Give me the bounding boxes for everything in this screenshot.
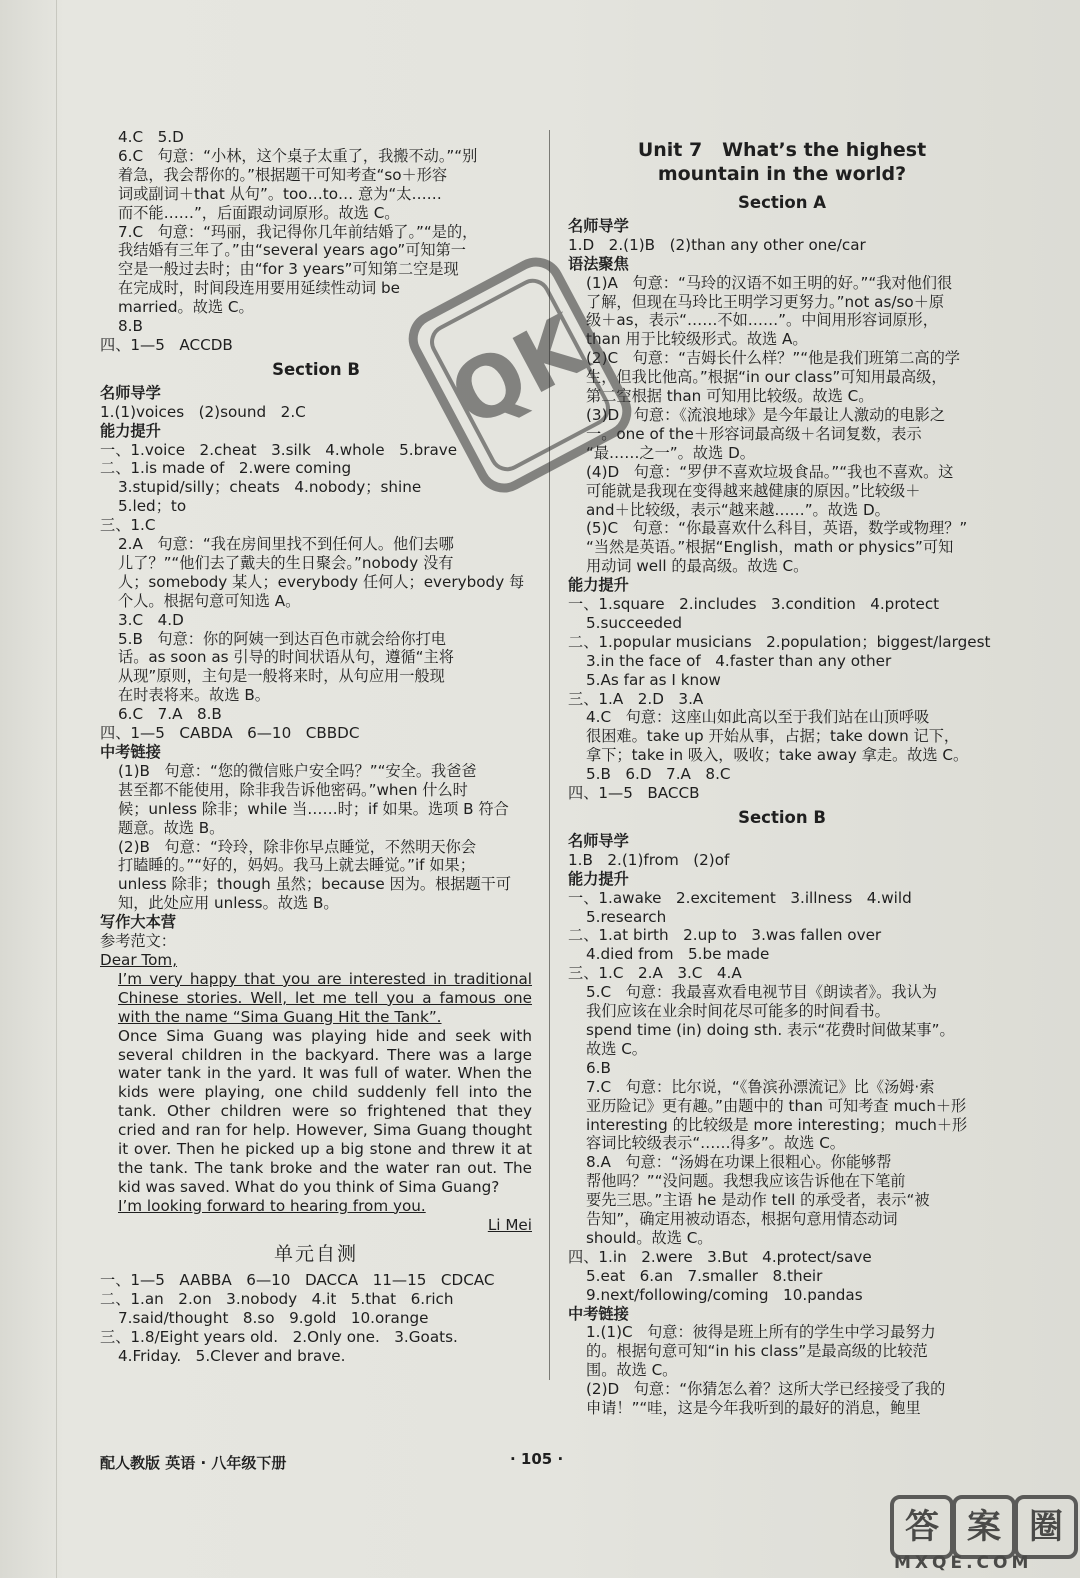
text-line: 的。根据句意可知“in his class”是最高级的比较范	[586, 1342, 928, 1361]
section-b-title: Section B	[272, 359, 360, 379]
answer-line: 1.B 2.(1)from (2)of	[568, 850, 730, 869]
text-line: 4.died from 5.be made	[586, 945, 770, 964]
text-line: (5)C 句意：“你最喜欢什么科目，英语，数学或物理？”	[586, 519, 968, 538]
text-line: married。故选 C。	[118, 298, 254, 317]
text-line: 5.B 句意：你的阿姨一到达百色市就会给你打电	[118, 629, 446, 648]
text-line: (2)B 句意：“玲玲，除非你早点睡觉，不然明天你会	[118, 837, 477, 856]
text-line: 三、1.C	[100, 516, 156, 535]
self-test-answers	[100, 1271, 532, 1366]
text-line: 一、1.awake 2.excitement 3.illness 4.wild	[568, 888, 912, 907]
text-line: 要先三思。”主语 he 是动作 tell 的承受者，表示“被	[586, 1191, 930, 1210]
unit-title-line-1: Unit 7 What’s the highest	[637, 139, 927, 161]
section-b-title: Section B	[738, 808, 826, 827]
text-line: 我结婚有三年了。”由“several years ago”可知第一	[118, 241, 466, 260]
page-gutter-line	[56, 0, 57, 1578]
text-line: 6.C 7.A 8.B	[118, 705, 222, 724]
text-line: 6.C 句意：“小林，这个桌子太重了，我搬不动。”“别	[118, 146, 478, 165]
stamp-text: QK	[434, 296, 602, 447]
watermark-logo	[890, 1495, 1080, 1575]
section-a-title: Section A	[738, 193, 826, 212]
text-line: 一、1.voice 2.cheat 3.silk 4.whole 5.brave	[100, 440, 458, 459]
heading-ability: 能力提升	[568, 869, 629, 888]
text-line: 5.B 6.D 7.A 8.C	[586, 765, 731, 784]
watermark-char: 答	[890, 1495, 954, 1559]
heading-exam-link: 中考链接	[100, 743, 161, 761]
text-line: 题意。故选 B。	[118, 818, 225, 837]
heading-grammar-focus: 语法聚焦	[568, 254, 629, 273]
heading-teacher-guide: 名师导学	[568, 216, 629, 235]
text-line: unless 除非；though 虽然；because 因为。根据题干可	[118, 875, 512, 894]
text-line: 儿了？”“他们去了戴夫的生日聚会。”nobody 没有	[118, 553, 454, 572]
text-line: 二、1.an 2.on 3.nobody 4.it 5.that 6.rich	[100, 1290, 454, 1309]
right-column	[568, 128, 996, 1418]
text-line: 一、1—5 AABBA 6—10 DACCA 11—15 CDCAC	[100, 1271, 495, 1290]
answer-line: 1.(1)voices (2)sound 2.C	[100, 402, 306, 421]
text-line: 4.C 5.D	[118, 128, 184, 146]
text-line: 三、1.A 2.D 3.A	[568, 689, 704, 708]
text-line: (4)D 句意：“罗伊不喜欢垃圾食品。”“我也不喜欢。这	[586, 462, 954, 481]
text-line: (1)A 句意：“马玲的汉语不如王明的好。”“我对他们很	[586, 273, 953, 292]
text-line: should。故选 C。	[586, 1228, 713, 1247]
text-line: 话。as soon as 引导的时间状语从句，遵循“主将	[118, 648, 454, 667]
text-line: 5.led；to	[118, 497, 187, 516]
essay-paragraph-1: I’m very happy that you are interested in traditional Chinese stories. Well, let me tell you a famous one with the name “Sima Guang Hit the Tank”.	[118, 969, 532, 1026]
text-line: 了解，但现在马玲比王明学习更努力。”not as/so＋原	[586, 292, 945, 311]
text-line: interesting 的比较级是 more interesting；much＋形	[586, 1115, 968, 1134]
text-line: 7.said/thought 8.so 9.gold 10.orange	[118, 1309, 429, 1328]
text-line: 申请！”“哇，这是今年我听到的最好的消息，鲍里	[586, 1399, 921, 1418]
text-line: and＋比较级，表示“越来越……”。故选 D。	[586, 500, 890, 519]
text-line: 而不能……”，后面跟动词原形。故选 C。	[118, 203, 400, 222]
text-line: 可能就是我现在变得越来越健康的原因。”比较级＋	[586, 481, 921, 500]
text-line: 第二空根据 than 可知用比较级。故选 C。	[586, 387, 874, 406]
reference-label: 参考范文：	[100, 932, 176, 951]
text-line: 四、1—5 ACCDB	[100, 335, 233, 354]
text-line: 故选 C。	[586, 1039, 647, 1058]
text-line: 1.(1)C 句意：彼得是班上所有的学生中学习最努力	[586, 1323, 936, 1342]
text-line: 3.C 4.D	[118, 610, 184, 629]
text-line: spend time (in) doing sth. 表示“花费时间做某事”。	[586, 1020, 955, 1039]
text-line: 容词比较级表示“……得多”。故选 C。	[586, 1134, 845, 1153]
text-line: 5.succeeded	[586, 613, 683, 632]
text-line: 5.eat 6.an 7.smaller 8.their	[586, 1266, 823, 1285]
text-line: 8.B	[118, 317, 143, 336]
text-line: 6.B	[586, 1058, 611, 1077]
text-line: 3.in the face of 4.faster than any other	[586, 651, 892, 670]
watermark-url: MXQE.COM	[894, 1553, 1033, 1573]
self-test-title: 单元自测	[273, 1242, 358, 1265]
exam-link-answers	[100, 762, 532, 913]
text-line: 一、1.square 2.includes 3.condition 4.protect	[568, 595, 940, 614]
text-line: 7.C 句意：比尔说，“《鲁滨孙漂流记》比《汤姆·索	[586, 1077, 935, 1096]
text-line: 告知”，确定用被动语态，根据句意用情态动词	[586, 1210, 898, 1229]
text-line: 9.next/following/coming 10.pandas	[586, 1285, 863, 1304]
text-line: 围。故选 C。	[586, 1361, 678, 1380]
essay-paragraph-2: Once Sima Guang was playing hide and seek with several children in the backyard. There was a large water tank in the yard. It was full of water. When the kids were playing, one child suddenly fell into the tank. Other children were so frightened that they cried and ran for help. However, Sima Guang thought it over. Then he picked up a big stone and threw it at the tank. The tank broke and the water ran out. The kid was saved. What do you think of Sima Guang?	[118, 1026, 532, 1196]
text-line: 很困难。take up 开始从事，占据；take down 记下，	[586, 727, 960, 746]
text-line: 二、1.is made of 2.were coming	[100, 459, 352, 478]
watermark-char: 案	[952, 1495, 1016, 1559]
text-line: than 用于比较级形式。故选 A。	[586, 330, 808, 349]
text-line: 知，此处应用 unless。故选 B。	[118, 894, 339, 913]
text-line: 8.A 句意：“汤姆在功课上很粗心。你能够帮	[586, 1153, 892, 1172]
text-line: 级＋as，表示“……不如……”。中间用形容词原形，	[586, 311, 938, 330]
text-line: 四、1—5 BACCB	[568, 784, 700, 803]
text-line: 三、1.C 2.A 3.C 4.A	[568, 964, 742, 983]
answer-line: 1.D 2.(1)B (2)than any other one/car	[568, 235, 866, 254]
text-line: 个人。根据句意可知选 A。	[118, 591, 301, 610]
text-line: 二、1.popular musicians 2.population；biggest/largest	[568, 632, 991, 651]
text-line: 帮他吗？”“没问题。我想我应该告诉他在下笔前	[586, 1172, 906, 1191]
text-line: 在完成时，时间段连用要用延续性动词 be	[118, 279, 400, 298]
text-line: 甚至都不能使用，除非我告诉他密码。”when 什么时	[118, 780, 468, 799]
text-line: 生，但我比他高。”根据“in our class”可知用最高级，	[586, 368, 947, 387]
ability-answers	[100, 441, 532, 744]
text-line: 2.A 句意：“我在房间里找不到任何人。他们去哪	[118, 535, 454, 554]
exam-link-answers	[568, 1323, 996, 1418]
text-line: 4.Friday. 5.Clever and brave.	[118, 1347, 346, 1366]
text-line: 打瞌睡的。”“好的，妈妈。我马上就去睡觉。”if 如果；	[118, 856, 475, 875]
text-line: 从现”原则，主句是一般将来时，从句应用一般现	[118, 667, 445, 686]
text-line: 人；somebody 某人；everybody 任何人；everybody 每	[118, 572, 525, 591]
essay-greeting: Dear Tom,	[100, 950, 178, 969]
essay-paragraph-3: I’m looking forward to hearing from you.	[118, 1196, 426, 1215]
text-line: “最……之一”。故选 D。	[586, 443, 755, 462]
text-line: 在时表将来。故选 B。	[118, 686, 270, 705]
text-line: 5.As far as I know	[586, 670, 721, 689]
text-line: 四、1—5 CABDA 6—10 CBBDC	[100, 724, 360, 743]
text-line: 7.C 句意：“玛丽，我记得你几年前结婚了。”“是的，	[118, 222, 478, 241]
text-line: 着急，我会帮你的。”根据题干可知考查“so＋形容	[118, 165, 448, 184]
heading-ability: 能力提升	[100, 421, 161, 440]
text-line: 四、1.in 2.were 3.But 4.protect/save	[568, 1247, 872, 1266]
unit-title	[568, 138, 996, 186]
heading-teacher-guide: 名师导学	[100, 383, 161, 402]
text-line: 二、1.at birth 2.up to 3.was fallen over	[568, 926, 882, 945]
text-line: 候；unless 除非；while 当……时；if 如果。选项 B 符合	[118, 799, 509, 818]
text-line: 亚历险记》更有趣。”由题中的 than 可知考查 much＋形	[586, 1096, 967, 1115]
heading-teacher-guide: 名师导学	[568, 831, 629, 850]
text-line: (2)D 句意：“你猜怎么着？这所大学已经接受了我的	[586, 1380, 946, 1399]
heading-exam-link: 中考链接	[568, 1304, 629, 1323]
text-line: 4.C 句意：这座山如此高以至于我们站在山顶呼吸	[586, 708, 930, 727]
ability-answers	[568, 595, 996, 803]
text-line: 用动词 well 的最高级。故选 C。	[586, 557, 809, 576]
text-line: (1)B 句意：“您的微信账户安全吗？”“安全。我爸爸	[118, 761, 477, 780]
text-line: 拿下；take in 吸入，吸收；take away 拿走。故选 C。	[586, 746, 969, 765]
text-line: 一。one of the＋形容词最高级＋名词复数，表示	[586, 424, 922, 443]
text-line: 5.C 句意：我最喜欢看电视节目《朗读者》。我认为	[586, 983, 937, 1002]
essay-signature: Li Mei	[487, 1215, 532, 1234]
text-line: “当然是英语。”根据“English，math or physics”可知	[586, 538, 954, 557]
unit-title-line-2: mountain in the world?	[657, 163, 907, 185]
text-line: 空是一般过去时；由“for 3 years”可知第二空是现	[118, 260, 459, 279]
text-line: 5.research	[586, 907, 667, 926]
heading-ability: 能力提升	[568, 576, 629, 595]
text-line: 词或副词＋that 从句”。too…to… 意为“太……	[118, 184, 442, 203]
watermark-char: 圈	[1014, 1495, 1078, 1559]
text-line: 3.stupid/silly；cheats 4.nobody；shine	[118, 478, 422, 497]
text-line: (2)C 句意：“吉姆长什么样？”“他是我们班第二高的学	[586, 349, 960, 368]
page-number: · 105 ·	[510, 1450, 564, 1468]
heading-writing: 写作大本营	[100, 913, 176, 932]
text-line: 三、1.8/Eight years old. 2.Only one. 3.Goats.	[100, 1328, 458, 1347]
footer-edition: 配人教版 英语 · 八年级下册	[100, 1454, 287, 1472]
text-line: (3)D 句意：《流浪地球》是今年最让人激动的电影之	[586, 405, 946, 424]
ability-answers	[568, 889, 996, 1305]
text-line: 我们应该在业余时间花尽可能多的时间看书。	[586, 1002, 890, 1021]
